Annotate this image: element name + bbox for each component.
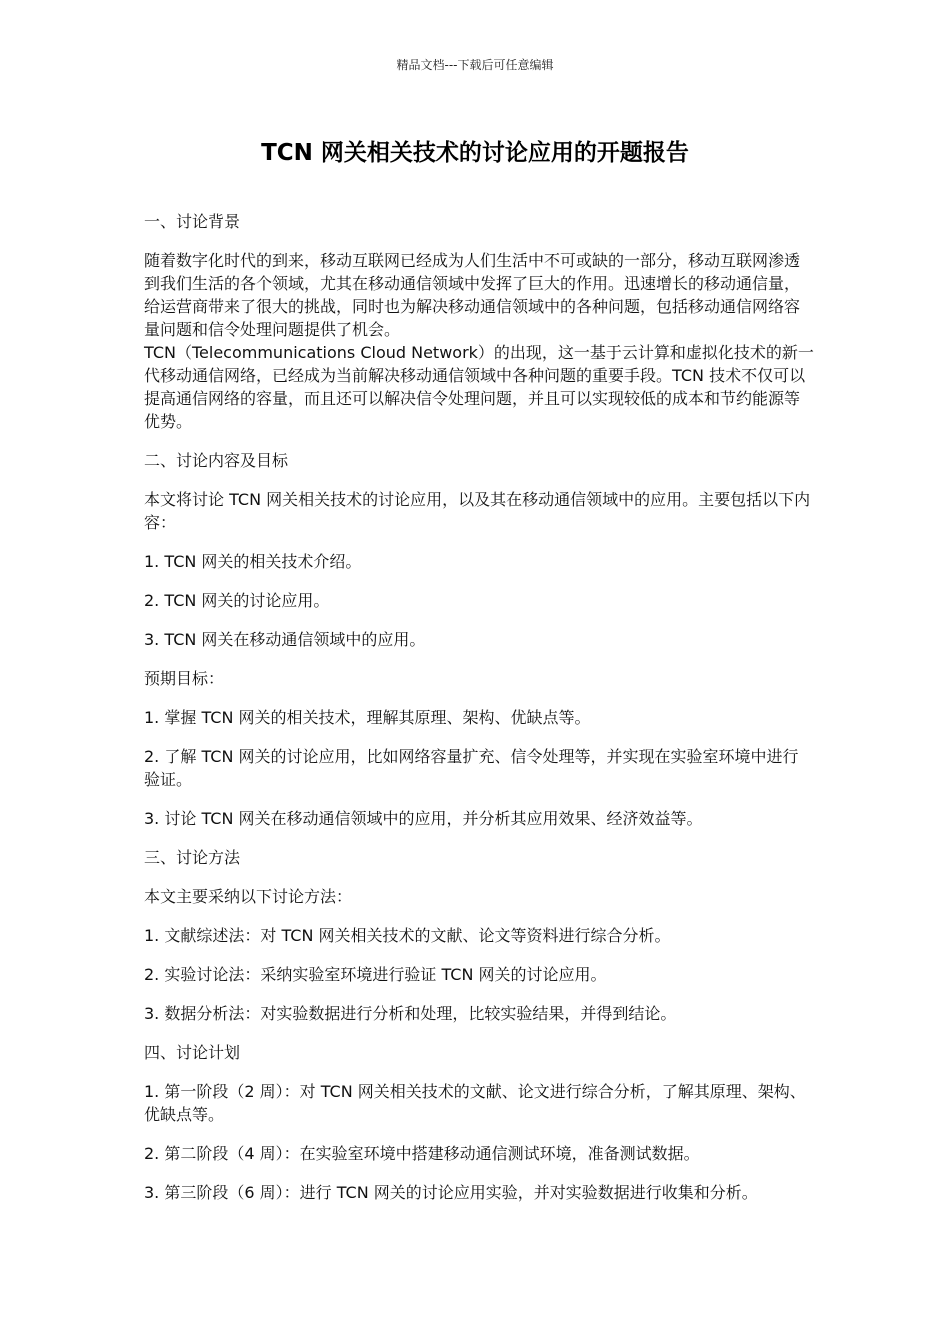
document-title: TCN 网关相关技术的讨论应用的开题报告 bbox=[261, 140, 689, 166]
content-list-item: 3. TCN 网关在移动通信领域中的应用。 bbox=[144, 630, 426, 649]
page-header: 精品文档---下载后可任意编辑 bbox=[396, 58, 554, 72]
section-heading-plan: 四、讨论计划 bbox=[144, 1043, 241, 1062]
document-body bbox=[144, 210, 814, 1220]
background-paragraph-2: TCN（Telecommunications Cloud Network）的出现，这一基于云计算和虚拟化技术的新一代移动通信网络，已经成为当前解决移动通信领域中各种问题的重要手段。TCN 技术不仅可以提高通信网络的容量，而且还可以解决信令处理问题，并且可以实现较低的成本和节约能源等优势。 bbox=[144, 343, 814, 431]
plan-list-item: 1. 第一阶段（2 周）：对 TCN 网关相关技术的文献、论文进行综合分析，了解其原理、架构、优缺点等。 bbox=[144, 1082, 806, 1124]
goal-list-item: 2. 了解 TCN 网关的讨论应用，比如网络容量扩充、信令处理等，并实现在实验室环境中进行验证。 bbox=[144, 747, 799, 789]
goals-label: 预期目标： bbox=[144, 669, 225, 688]
background-paragraph-1: 随着数字化时代的到来，移动互联网已经成为人们生活中不可或缺的一部分，移动互联网渗透到我们生活的各个领域，尤其在移动通信领域中发挥了巨大的作用。迅速增长的移动通信量，给运营商带来了很大的挑战，同时也为解决移动通信领域中的各种问题，包括移动通信网络容量问题和信令处理问题提供了机会。 bbox=[144, 251, 801, 339]
section-heading-methods: 三、讨论方法 bbox=[144, 848, 241, 867]
method-list-item: 2. 实验讨论法：采纳实验室环境进行验证 TCN 网关的讨论应用。 bbox=[144, 965, 607, 984]
methods-intro-paragraph: 本文主要采纳以下讨论方法： bbox=[144, 887, 353, 906]
content-intro-paragraph: 本文将讨论 TCN 网关相关技术的讨论应用，以及其在移动通信领域中的应用。主要包括以下内容： bbox=[144, 490, 811, 532]
section-heading-content-goals: 二、讨论内容及目标 bbox=[144, 451, 289, 470]
method-list-item: 1. 文献综述法：对 TCN 网关相关技术的文献、论文等资料进行综合分析。 bbox=[144, 926, 671, 945]
goal-list-item: 3. 讨论 TCN 网关在移动通信领域中的应用，并分析其应用效果、经济效益等。 bbox=[144, 809, 703, 828]
content-list-item: 1. TCN 网关的相关技术介绍。 bbox=[144, 552, 362, 571]
goal-list-item: 1. 掌握 TCN 网关的相关技术，理解其原理、架构、优缺点等。 bbox=[144, 708, 591, 727]
method-list-item: 3. 数据分析法：对实验数据进行分析和处理，比较实验结果，并得到结论。 bbox=[144, 1004, 677, 1023]
plan-list-item: 3. 第三阶段（6 周）：进行 TCN 网关的讨论应用实验，并对实验数据进行收集和分析。 bbox=[144, 1183, 758, 1202]
plan-list-item: 2. 第二阶段（4 周）：在实验室环境中搭建移动通信测试环境，准备测试数据。 bbox=[144, 1144, 700, 1163]
section-heading-background: 一、讨论背景 bbox=[144, 212, 241, 231]
content-list-item: 2. TCN 网关的讨论应用。 bbox=[144, 591, 330, 610]
